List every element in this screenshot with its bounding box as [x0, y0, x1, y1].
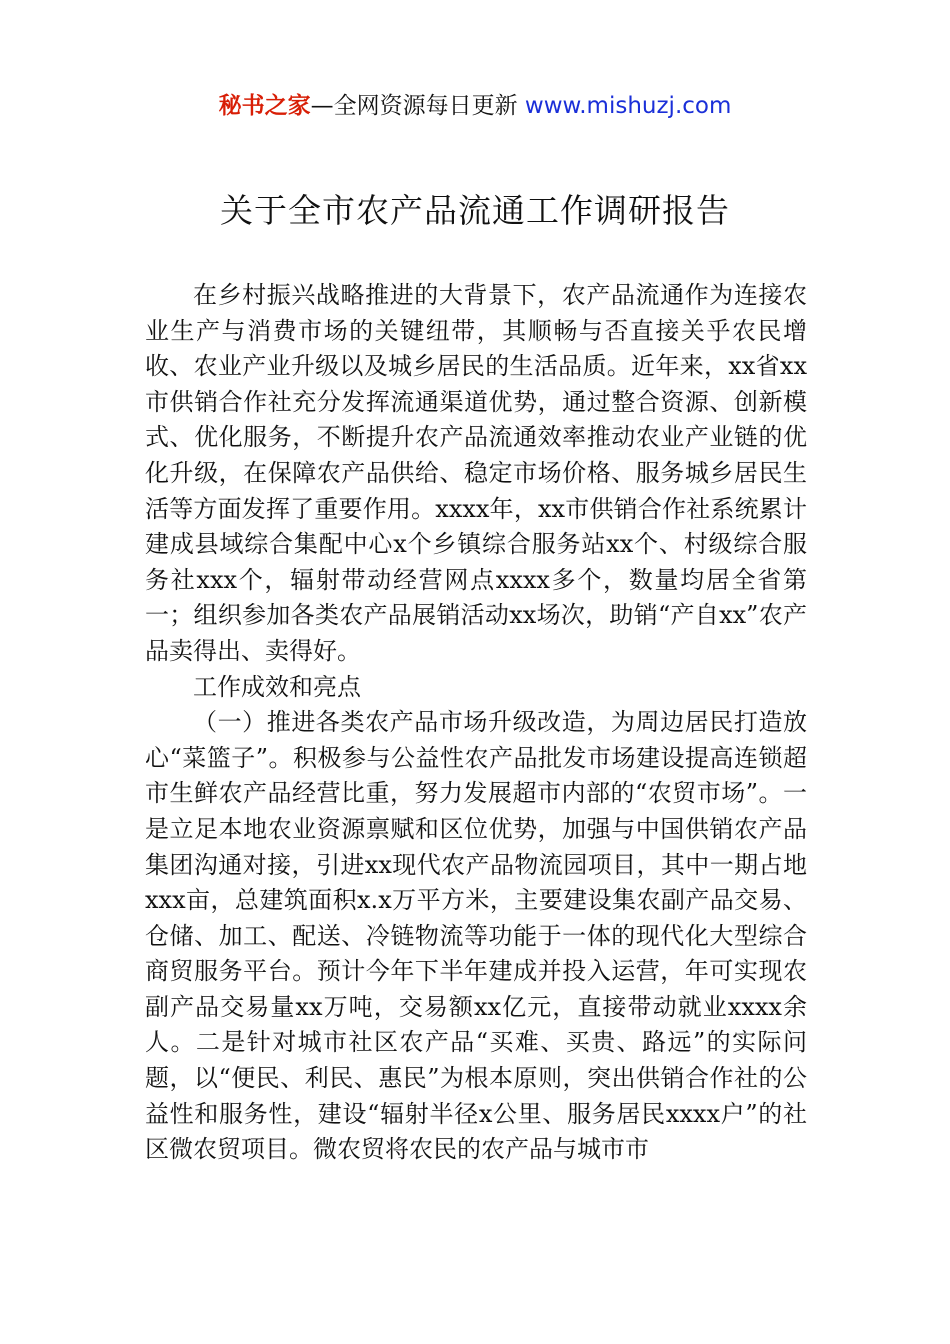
- header-tagline: 全网资源每日更新: [333, 93, 518, 119]
- document-title: 关于全市农产品流通工作调研报告: [220, 191, 730, 230]
- site-url-link[interactable]: www.mishuzj.com: [524, 93, 732, 119]
- intro-paragraph: 在乡村振兴战略推进的大背景下，农产品流通作为连接农业生产与消费市场的关键纽带，其顺畅与否直接关乎农民增收、农业产业升级以及城乡居民的生活品质。近年来，xx省xx市供销合作社充分发挥流通渠道优势，通过整合资源、创新模式、优化服务，不断提升农产品流通效率推动农业产业链的优化升级，在保障农产品供给、稳定市场价格、服务城乡居民生活等方面发挥了重要作用。xxxx年，xx市供销合作社系统累计建成县域综合集配中心x个乡镇综合服务站xx个、村级综合服务社xxx个，辐射带动经营网点xxxx多个，数量均居全省第一；组织参加各类农产品展销活动xx场次，助销“产自xx”农产品卖得出、卖得好。: [145, 281, 807, 665]
- header-separator: —: [310, 93, 334, 119]
- site-brand-name: 秘书之家: [218, 93, 311, 119]
- document-body: [145, 278, 807, 1168]
- section-one-paragraph: （一）推进各类农产品市场升级改造，为周边居民打造放心“菜篮子”。积极参与公益性农产品批发市场建设提高连锁超市生鲜农产品经营比重，努力发展超市内部的“农贸市场”。一是立足本地农业资源禀赋和区位优势，加强与中国供销农产品集团沟通对接，引进xx现代农产品物流园项目，其中一期占地xxx亩，总建筑面积x.x万平方米，主要建设集农副产品交易、仓储、加工、配送、冷链物流等功能于一体的现代化大型综合商贸服务平台。预计今年下半年建成并投入运营，年可实现农副产品交易量xx万吨，交易额xx亿元，直接带动就业xxxx余人。二是针对城市社区农产品“买难、买贵、路远”的实际问题，以“便民、利民、惠民”为根本原则，突出供销合作社的公益性和服务性，建设“辐射半径x公里、服务居民xxxx户”的社区微农贸项目。微农贸将农民的农产品与城市市: [145, 708, 807, 1164]
- section-heading: 工作成效和亮点: [193, 672, 361, 701]
- site-header-banner: [0, 90, 950, 122]
